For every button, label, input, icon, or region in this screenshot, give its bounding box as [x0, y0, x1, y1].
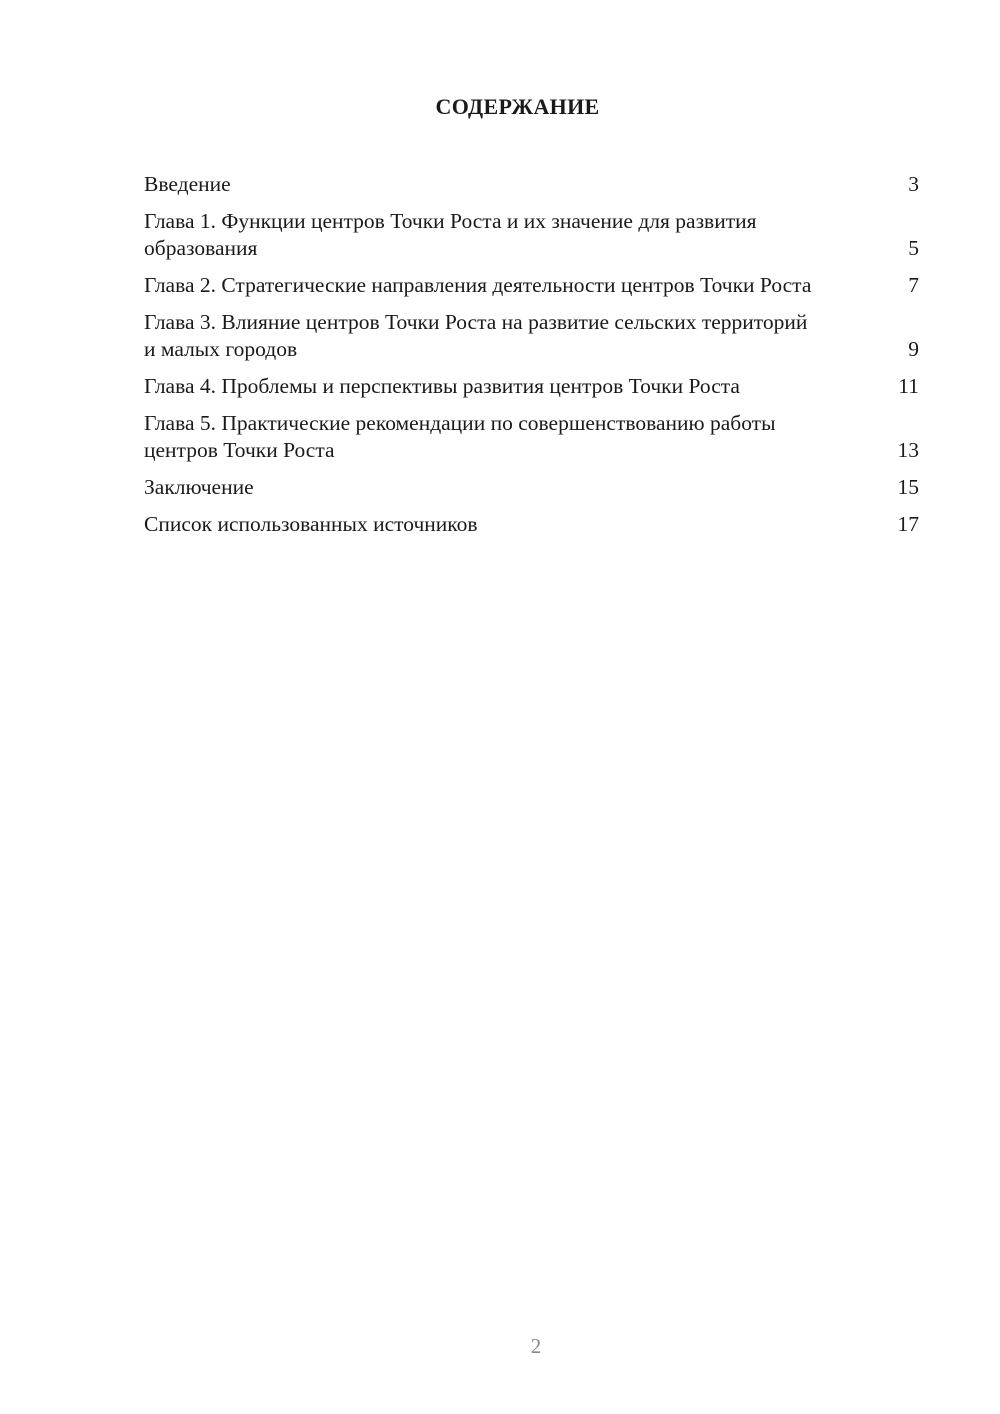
toc-entry-introduction [144, 171, 919, 198]
page-title: СОДЕРЖАНИЕ [435, 94, 600, 119]
toc-entry-title: Список использованных источников [144, 512, 478, 536]
toc-entry-page: 11 [898, 374, 919, 398]
toc-entry-page: 9 [908, 337, 919, 361]
toc-entry-page: 7 [908, 273, 919, 297]
toc-entry-chapter-3 [144, 309, 919, 363]
toc-entry-chapter-2 [144, 272, 919, 299]
toc-entry-page: 5 [908, 236, 919, 260]
table-of-contents [144, 171, 919, 548]
toc-entry-page: 15 [897, 475, 919, 499]
toc-entry-page: 3 [908, 172, 919, 196]
toc-entry-title: Глава 1. Функции центров Точки Роста и их значение для развития образования [144, 209, 757, 260]
toc-entry-page: 13 [897, 438, 919, 462]
toc-entry-title: Глава 4. Проблемы и перспективы развития центров Точки Роста [144, 374, 740, 398]
toc-entry-title: Глава 5. Практические рекомендации по совершенствованию работы центров Точки Роста [144, 411, 776, 462]
toc-entry-title: Заключение [144, 475, 254, 499]
toc-entry-chapter-1 [144, 208, 919, 262]
toc-entry-title: Введение [144, 172, 231, 196]
toc-entry-conclusion [144, 474, 919, 501]
page-number: 2 [530, 1334, 542, 1358]
toc-entry-title: Глава 3. Влияние центров Точки Роста на развитие сельских территорий и малых городов [144, 310, 808, 361]
toc-entry-page: 17 [897, 512, 919, 536]
toc-entry-chapter-4 [144, 373, 919, 400]
toc-entry-references [144, 511, 919, 538]
toc-entry-chapter-5 [144, 410, 919, 464]
toc-entry-title: Глава 2. Стратегические направления деятельности центров Точки Роста [144, 273, 812, 297]
